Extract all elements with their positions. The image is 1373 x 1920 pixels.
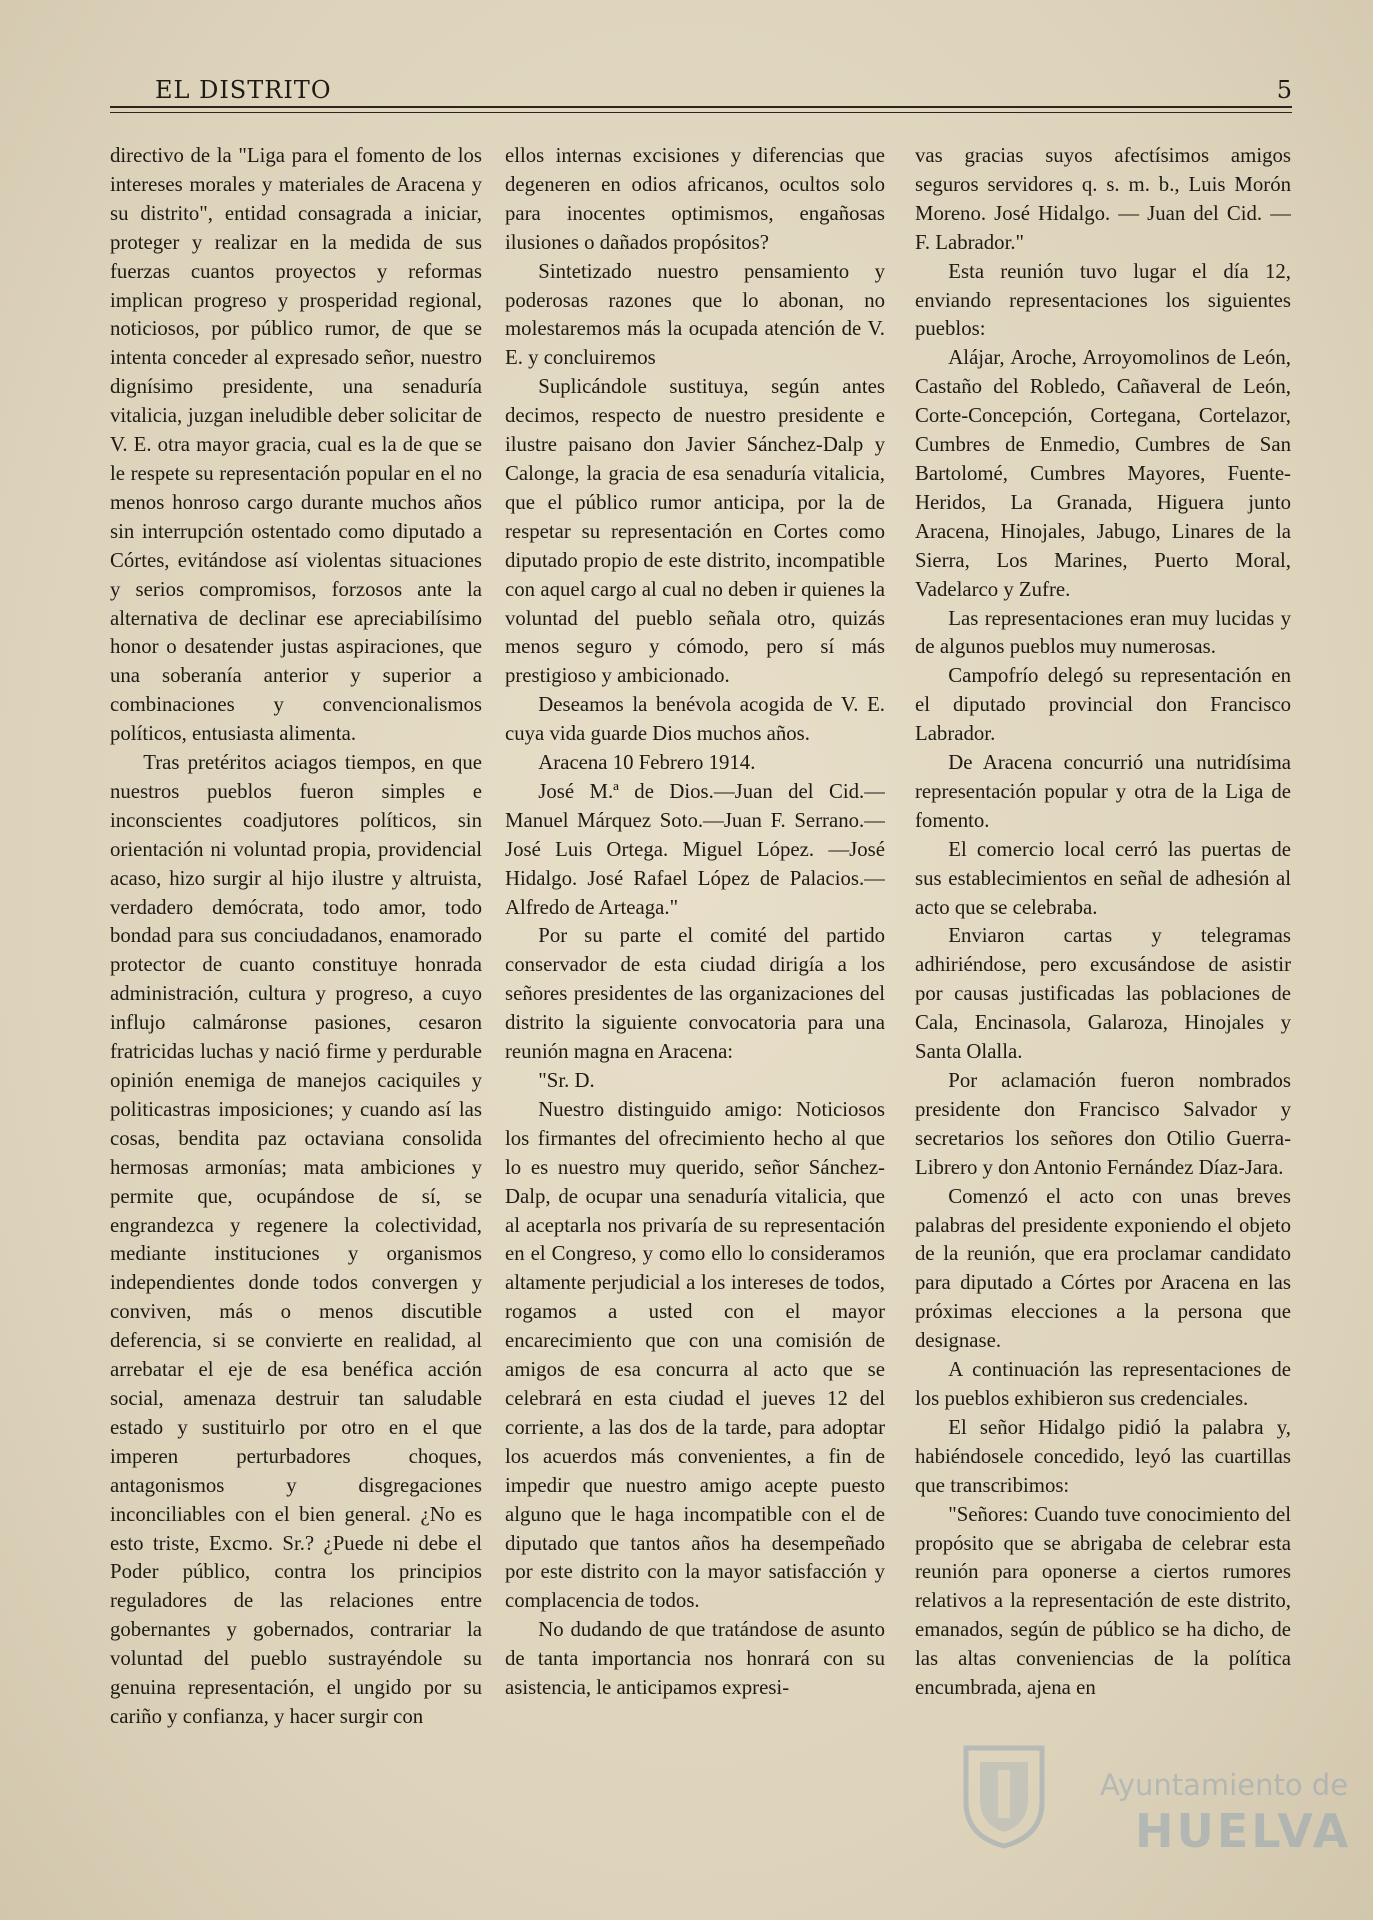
page-header: [110, 76, 1292, 110]
paragraph: Alájar, Aroche, Arroyomolinos de León, Castaño del Robledo, Cañaveral de León, Corte-Concepción, Cortegana, Cortelazor, Cumbres de Enmedio, Cumbres de San Bartolomé, Cumbres Mayores, Fuente-Heridos, La Granada, Higuera junto Aracena, Hinojales, Jabugo, Linares de la Sierra, Los Marines, Puerto Moral, Vadelarco y Zufre.: [915, 346, 1291, 601]
paragraph: Comenzó el acto con unas breves palabras del presidente exponiendo el objeto de la reunión, que era proclamar candidato para diputado a Córtes por Aracena en las próximas elecciones a la persona que designase.: [915, 1184, 1291, 1353]
paragraph: A continuación las representaciones de los pueblos exhibieron sus credenciales.: [915, 1358, 1291, 1410]
paragraph: "Señores: Cuando tuve conocimiento del propósito que se abrigaba de celebrar esta reunión para oponerse a ciertos rumores relativos a la representación de este distrito, emanados, según de público se ha dicho, de las altas conveniencias de la política encumbrada, ajena en: [915, 1502, 1291, 1700]
paragraph: "Sr. D.: [538, 1069, 595, 1092]
paragraph: Campofrío delegó su representación en el diputado provincial don Francisco Labrador.: [915, 664, 1291, 746]
page-number: 5: [1276, 76, 1292, 104]
paragraph: Suplicándole sustituya, según antes decimos, respecto de nuestro presidente e ilustre paisano don Javier Sánchez-Dalp y Calonge, la gracia de esa senaduría vitalicia, que el público rumor anticipa, por la de respetar su representación en Cortes como diputado propio de este distrito, incompatible con aquel cargo al cual no deben ir quienes la voluntad del pueblo señala otro, quizás menos seguro y cómodo, pero sí más prestigioso y ambicionado.: [505, 375, 885, 688]
watermark-line-2: HUELVA: [1135, 1804, 1352, 1858]
text-column-3: [915, 142, 1291, 1782]
text-column-2: [505, 142, 885, 1782]
text-column-1: [110, 142, 482, 1782]
archive-watermark: [960, 1720, 1352, 1870]
paragraph: No dudando de que tratándose de asunto de tanta importancia nos honrará con su asistencia, le anticipamos expresi-: [505, 1618, 885, 1700]
paragraph: Sintetizado nuestro pensamiento y poderosas razones que lo abonan, no molestaremos más la ocupada atención de V. E. y concluiremos: [505, 259, 885, 370]
paragraph: Por aclamación fueron nombrados presidente don Francisco Salvador y secretarios los señores don Otilio Guerra-Librero y don Antonio Fernández Díaz-Jara.: [915, 1069, 1291, 1179]
paragraph: José M.ª de Dios.—Juan del Cid.—Manuel Márquez Soto.—Juan F. Serrano.—José Luis Ortega. Miguel López. —José Hidalgo. José Rafael López de Palacios.—Alfredo de Arteaga.": [505, 779, 885, 919]
paragraph: Nuestro distinguido amigo: Noticiosos los firmantes del ofrecimiento hecho al que lo es nuestro muy querido, señor Sánchez-Dalp, de ocupar una senaduría vitalicia, que al aceptarla nos privaría de su representación en el Congreso, y como ello lo consideramos altamente perjudicial a los intereses de todos, rogamos a usted con el mayor encarecimiento que con una comisión de amigos de esa concurra al acto que se celebrará en esta ciudad el jueves 12 del corriente, a las dos de la tarde, para adoptar los acuerdos más convenientes, a fin de impedir que nuestro amigo acepte puesto alguno que le haga incompatible con el de diputado que tantos años ha desempeñado por este distrito con la mayor satisfacción y complacencia de todos.: [505, 1097, 885, 1613]
paragraph: Deseamos la benévola acogida de V. E. cuya vida guarde Dios muchos años.: [505, 693, 885, 746]
watermark-line-1: Ayuntamiento de: [1100, 1768, 1349, 1802]
paragraph: Enviaron cartas y telegramas adhiriéndose, pero excusándose de asistir por causas justificadas las poblaciones de Cala, Encinasola, Galaroza, Hinojales y Santa Olalla.: [915, 924, 1291, 1064]
coat-of-arms-icon: [960, 1740, 1048, 1850]
paragraph: vas gracias suyos afectísimos amigos seguros servidores q. s. m. b., Luis Morón Moreno. José Hidalgo. — Juan del Cid. — F. Labrador.": [915, 144, 1291, 254]
paragraph: Esta reunión tuvo lugar el día 12, enviando representaciones los siguientes pueblos:: [915, 259, 1291, 341]
paragraph: ellos internas excisiones y diferencias que degeneren en odios africanos, ocultos solo para inocentes optimismos, engañosas ilusiones o dañados propósitos?: [505, 144, 885, 254]
paragraph: El señor Hidalgo pidió la palabra y, habiéndosele concedido, leyó las cuartillas que transcribimos:: [915, 1415, 1291, 1497]
paragraph: Aracena 10 Febrero 1914.: [538, 751, 756, 775]
paragraph: Tras pretéritos aciagos tiempos, en que nuestros pueblos fueron simples e inconscientes coadjutores políticos, sin orientación ni voluntad propia, providencial acaso, hizo surgir al hijo ilustre y altruista, verdadero demócrata, todo amor, todo bondad para sus conciudadanos, enamorado protector de cuanto constituye honrada administración, cultura y progreso, a cuyo influjo calmáronse pasiones, cesaron fratricidas luchas y nació firme y perdurable opinión enemiga de manejos caciquiles y politicastras imposiciones; y cuando así las cosas, bendita paz octaviana consolida hermosas armonías; mata ambiciones y permite que, ocupándose de sí, se engrandezca y regenere la colectividad, mediante instituciones y organismos independientes donde todos convergen y conviven, más o menos discutible deferencia, si se convierte en realidad, al arrebatar el eje de esa benéfica acción social, amenaza destruir tan saludable estado y sustituirlo por otro en el que imperen perturbadores choques, antagonismos y disgregaciones inconciliables con el bien general. ¿No es esto triste, Excmo. Sr.? ¿Puede ni debe el Poder público, contra los principios reguladores de las relaciones entre gobernantes y gobernados, contrariar la voluntad del pueblo sustrayéndole su genuina representación, el ungido por su cariño y confianza, y hacer surgir con: [110, 751, 482, 1728]
paragraph: Las representaciones eran muy lucidas y de algunos pueblos muy numerosas.: [915, 606, 1291, 659]
paragraph: Por su parte el comité del partido conservador de esta ciudad dirigía a los señores presidentes de las organizaciones del distrito la siguiente convocatoria para una reunión magna en Aracena:: [505, 924, 885, 1064]
paragraph: De Aracena concurrió una nutridísima representación popular y otra de la Liga de fomento.: [915, 751, 1291, 832]
header-rule-thin: [110, 112, 1292, 113]
newspaper-title: EL DISTRITO: [155, 76, 332, 104]
paragraph: El comercio local cerró las puertas de sus establecimientos en señal de adhesión al acto que se celebraba.: [915, 837, 1291, 919]
header-rule: [110, 106, 1292, 108]
paragraph: directivo de la "Liga para el fomento de los intereses morales y materiales de Aracena y su distrito", entidad consagrada a iniciar, proteger y realizar en la medida de sus fuerzas cuantos proyectos y reformas implican progreso y prosperidad regional, noticiosos, por público rumor, de que se intenta conceder al expresado señor, nuestro dignísimo presidente, una senaduría vitalicia, juzgan ineludible deber solicitar de V. E. otra mayor gracia, cual es la de que se le respete su representación popular en el no menos honroso cargo durante muchos años sin interrupción ostentado como diputado a Córtes, evitándose así violentas situaciones y serios compromisos, forzosos ante la alternativa de declinar ese apreciabilísimo honor o desatender justas aspiraciones, que una soberanía anterior y superior a combinaciones y convencionalismos políticos, entusiasta alimenta.: [110, 144, 482, 746]
